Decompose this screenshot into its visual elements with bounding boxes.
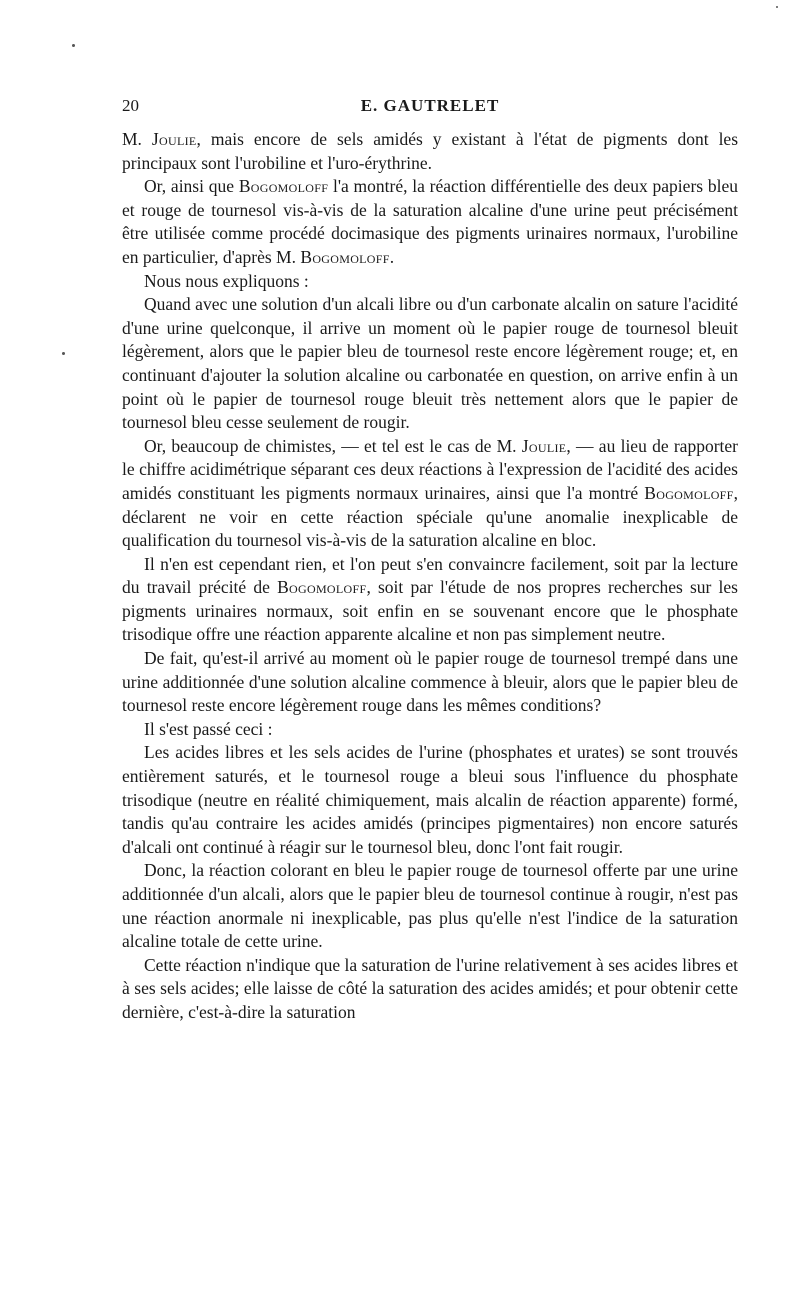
text-run: , déclarent ne voir en cette réaction spéciale qu'une anomalie inexplicable de qualification du tournesol vis-à-vis de la saturation alcaline en bloc. <box>122 482 738 551</box>
author-name: Joulie <box>151 129 197 149</box>
text-run: , — au lieu de rapporter le chiffre acidimétrique séparant ces deux réactions à l'expression de l'acidité des acides amidés constituant les pigments normaux urinaires, ainsi que l'a montré <box>122 435 738 503</box>
text-run: Les acides libres et les sels acides de l'urine (phosphates et urates) se sont trouvés entièrement saturés, et le tournesol rouge a bleui sous l'influence du phosphate trisodique (neutre en réalité chimiquement, mais alcalin de réaction apparente) formé, tandis qu'au contraire les acides amidés (principes pigmentaires) non encore saturés d'alcali ont continué à réagir sur le tournesol bleu, donc l'ont fait rougir. <box>122 742 738 857</box>
author-name: Bogomoloff <box>238 176 329 197</box>
paper-speck <box>62 352 65 355</box>
running-title: E. GAUTRELET <box>360 96 500 115</box>
text-run: Or, ainsi que <box>144 176 239 197</box>
text-run: , mais encore de sels amidés y existant à l'état de pigments dont les principaux sont l'urobiline et l'uro-érythrine. <box>122 129 739 173</box>
paragraph <box>122 741 738 859</box>
body-text <box>122 128 738 1025</box>
paragraph <box>122 553 738 647</box>
text-run: M. <box>122 129 152 149</box>
text-run: , soit par l'étude de nos propres recherches sur les pigments urinaires normaux, soit enfin en se souvenant encore que le phosphate trisodique offre une réaction apparente alcaline et non pas simplement neutre. <box>122 577 738 645</box>
paper-speck <box>72 44 75 47</box>
text-run: Il s'est passé ceci : <box>144 718 273 739</box>
paragraph <box>122 435 738 553</box>
paragraph <box>122 270 738 294</box>
text-run: De fait, qu'est-il arrivé au moment où le papier rouge de tournesol trempé dans une urine additionnée d'une solution alcaline commence à bleuir, alors que le papier bleu de tournesol reste encore légèrement rouge dans les mêmes conditions? <box>122 648 738 716</box>
text-run: Or, beaucoup de chimistes, — et tel est le cas de M. <box>144 435 522 456</box>
text-run: Nous nous expliquons : <box>144 270 309 291</box>
paragraph <box>122 859 738 953</box>
author-name: Bogomoloff <box>277 577 367 598</box>
text-run: Donc, la réaction colorant en bleu le papier rouge de tournesol offerte par une urine additionnée d'un alcali, alors que le papier bleu de tournesol continue à rougir, n'est pas une réaction anormale ni inexplicable, pas plus qu'elle n'est l'indice de la saturation alcaline totale de cette urine. <box>122 860 738 952</box>
running-head <box>122 96 738 118</box>
text-run: Il n'en est cependant rien, et l'on peut s'en convaincre facilement, soit par la lecture du travail précité de <box>122 553 738 598</box>
paragraph <box>122 954 738 1025</box>
paragraph <box>122 718 738 742</box>
paragraph <box>122 128 738 175</box>
text-run: Cette réaction n'indique que la saturation de l'urine relativement à ses acides libres et à ses sels acides; elle laisse de côté la saturation des acides amidés; et pour obtenir cette dernière, c'est-à-dire la saturation <box>122 954 738 1022</box>
text-run: Quand avec une solution d'un alcali libre ou d'un carbonate alcalin on sature l'acidité d'une urine quelconque, il arrive un moment où le papier rouge de tournesol bleuit légèrement, alors que le papier bleu de tournesol reste encore légèrement rouge; et, en continuant d'ajouter la solution alcaline ou carbonatée en question, on arrive enfin à un point où le papier de tournesol rouge bleuit très nettement alors que le papier de tournesol bleu cesse seulement de rougir. <box>122 294 738 433</box>
author-name: Bogomoloff <box>300 246 390 267</box>
author-name: Joulie <box>521 435 567 456</box>
book-page <box>122 96 738 1025</box>
paragraph <box>122 293 738 435</box>
paragraph <box>122 647 738 718</box>
author-name: Bogomoloff <box>644 482 734 503</box>
page-number: 20 <box>122 96 139 115</box>
paper-speck <box>776 6 778 8</box>
text-run: . <box>389 246 395 267</box>
text-run: l'a montré, la réaction différentielle des deux papiers bleu et rouge de tournesol vis-à-vis de la saturation alcaline d'une urine peut précisément être utilisée comme procédé docimasique des pigments urinaires normaux, l'urobiline en particulier, d'après M. <box>122 176 738 267</box>
paragraph <box>122 175 738 269</box>
